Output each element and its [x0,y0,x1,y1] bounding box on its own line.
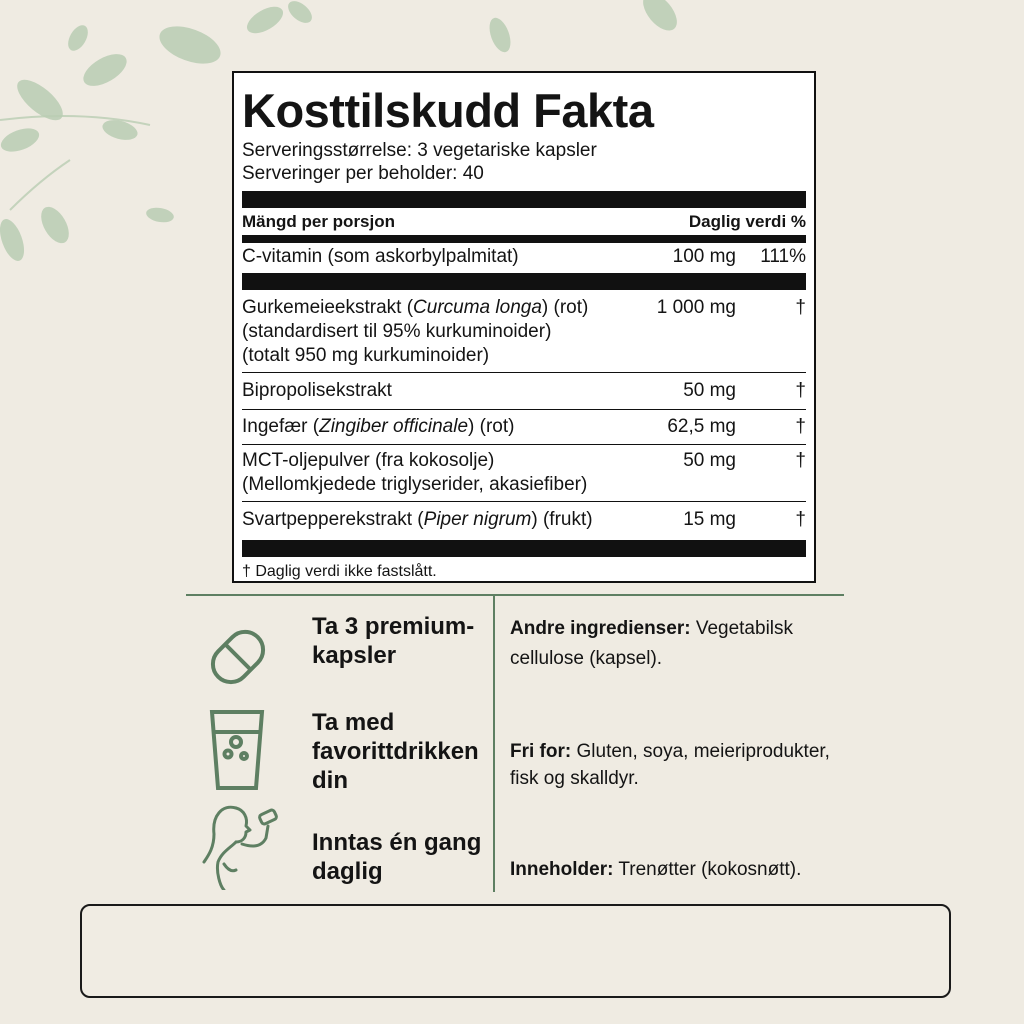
ingredient-daily-value: † [795,509,806,530]
supplement-facts-panel [232,71,816,583]
thick-divider [242,191,806,208]
ingredient-name-part: Svartpepperekstrakt ( [242,509,424,530]
thick-divider [242,540,806,557]
amount-per-serving-header: Mängd per porsjon [242,211,395,231]
ingredient-detail: (standardisert til 95% kurkuminoider) [242,321,552,342]
step-text: Ta med favorittdrikken din [312,709,479,794]
facts-title: Kosttilskudd Fakta [242,84,654,137]
table-row [242,502,806,540]
ingredient-name [242,415,606,439]
footnote: † Daglig verdi ikke fastslått. [242,563,437,580]
drinking-woman-icon [202,800,288,890]
step-text: Inntas én gang daglig [312,829,482,885]
ingredient-latin-name: Curcuma longa [413,297,542,318]
ingredient-amount: 50 mg [683,380,736,401]
table-row [242,290,806,373]
step-daily [202,800,492,890]
contains [510,855,830,885]
empty-panel [80,904,951,998]
ingredient-daily-value: † [795,297,806,318]
ingredient-amount: 1 000 mg [656,297,736,318]
ingredient-name-part: MCT-oljepulver (fra kokosolje) [242,450,495,471]
ingredient-name: Bipropolisekstrakt [242,380,392,401]
ingredient-name-part: Ingefær ( [242,416,320,437]
section-divider-horizontal [186,594,844,596]
ingredient-daily-value: † [795,380,806,401]
ingredient-amount: 100 mg [672,246,736,267]
table-row [242,410,806,445]
ingredient-name-part: ) (rot) [541,297,589,318]
ingredient-daily-value: † [795,450,806,471]
ingredient-amount: 50 mg [683,450,736,471]
step-drink [202,708,492,798]
ingredient-name-part: ) (frukt) [531,509,593,530]
daily-value-header: Daglig verdi % [688,211,806,231]
contains-text: Trenøtter (kokosnøtt). [613,859,802,880]
ingredient-detail: (Mellomkjedede triglyserider, akasiefiber) [242,474,588,495]
ingredient-detail: (totalt 950 mg kurkuminoider) [242,345,490,366]
other-ingredients-text: Vegetabilsk cellulose (kapsel). [510,618,794,669]
table-row [242,373,806,410]
serving-size: Serveringsstørrelse: 3 vegetariske kapsler [242,140,597,161]
ingredient-name-part: ) (rot) [468,416,515,437]
servings-per-container: Serveringer per beholder: 40 [242,163,484,184]
glass-icon [202,708,288,798]
ingredient-amount: 15 mg [683,509,736,530]
free-from-label: Fri for: [510,741,572,762]
table-row [242,445,806,502]
table-row [242,243,806,273]
step-text: Ta 3 premium-kapsler [312,613,475,669]
ingredient-latin-name: Zingiber officinale [319,416,469,437]
ingredient-latin-name: Piper nigrum [423,509,532,530]
thick-divider [242,273,806,290]
ingredient-name: C-vitamin (som askorbylpalmitat) [242,246,519,267]
ingredient-amount: 62,5 mg [667,416,736,437]
other-ingredients-label: Andre ingredienser: [510,618,691,639]
facts-header-row [242,208,806,235]
free-from-text: Gluten, soya, meieriprodukter, fisk og skalldyr. [510,741,830,789]
medium-divider [242,235,806,243]
ingredient-name [242,296,606,368]
ingredient-name [242,508,606,532]
section-divider-vertical [493,596,495,892]
free-from [510,738,830,792]
step-capsules [202,612,492,702]
ingredient-name-part: Gurkemeieekstrakt ( [242,297,414,318]
ingredient-daily-value: 111% [760,246,806,267]
contains-label: Inneholder: [510,859,614,880]
other-ingredients [510,614,830,674]
ingredient-name [242,449,606,497]
capsule-icon [202,612,288,702]
ingredient-daily-value: † [795,416,806,437]
